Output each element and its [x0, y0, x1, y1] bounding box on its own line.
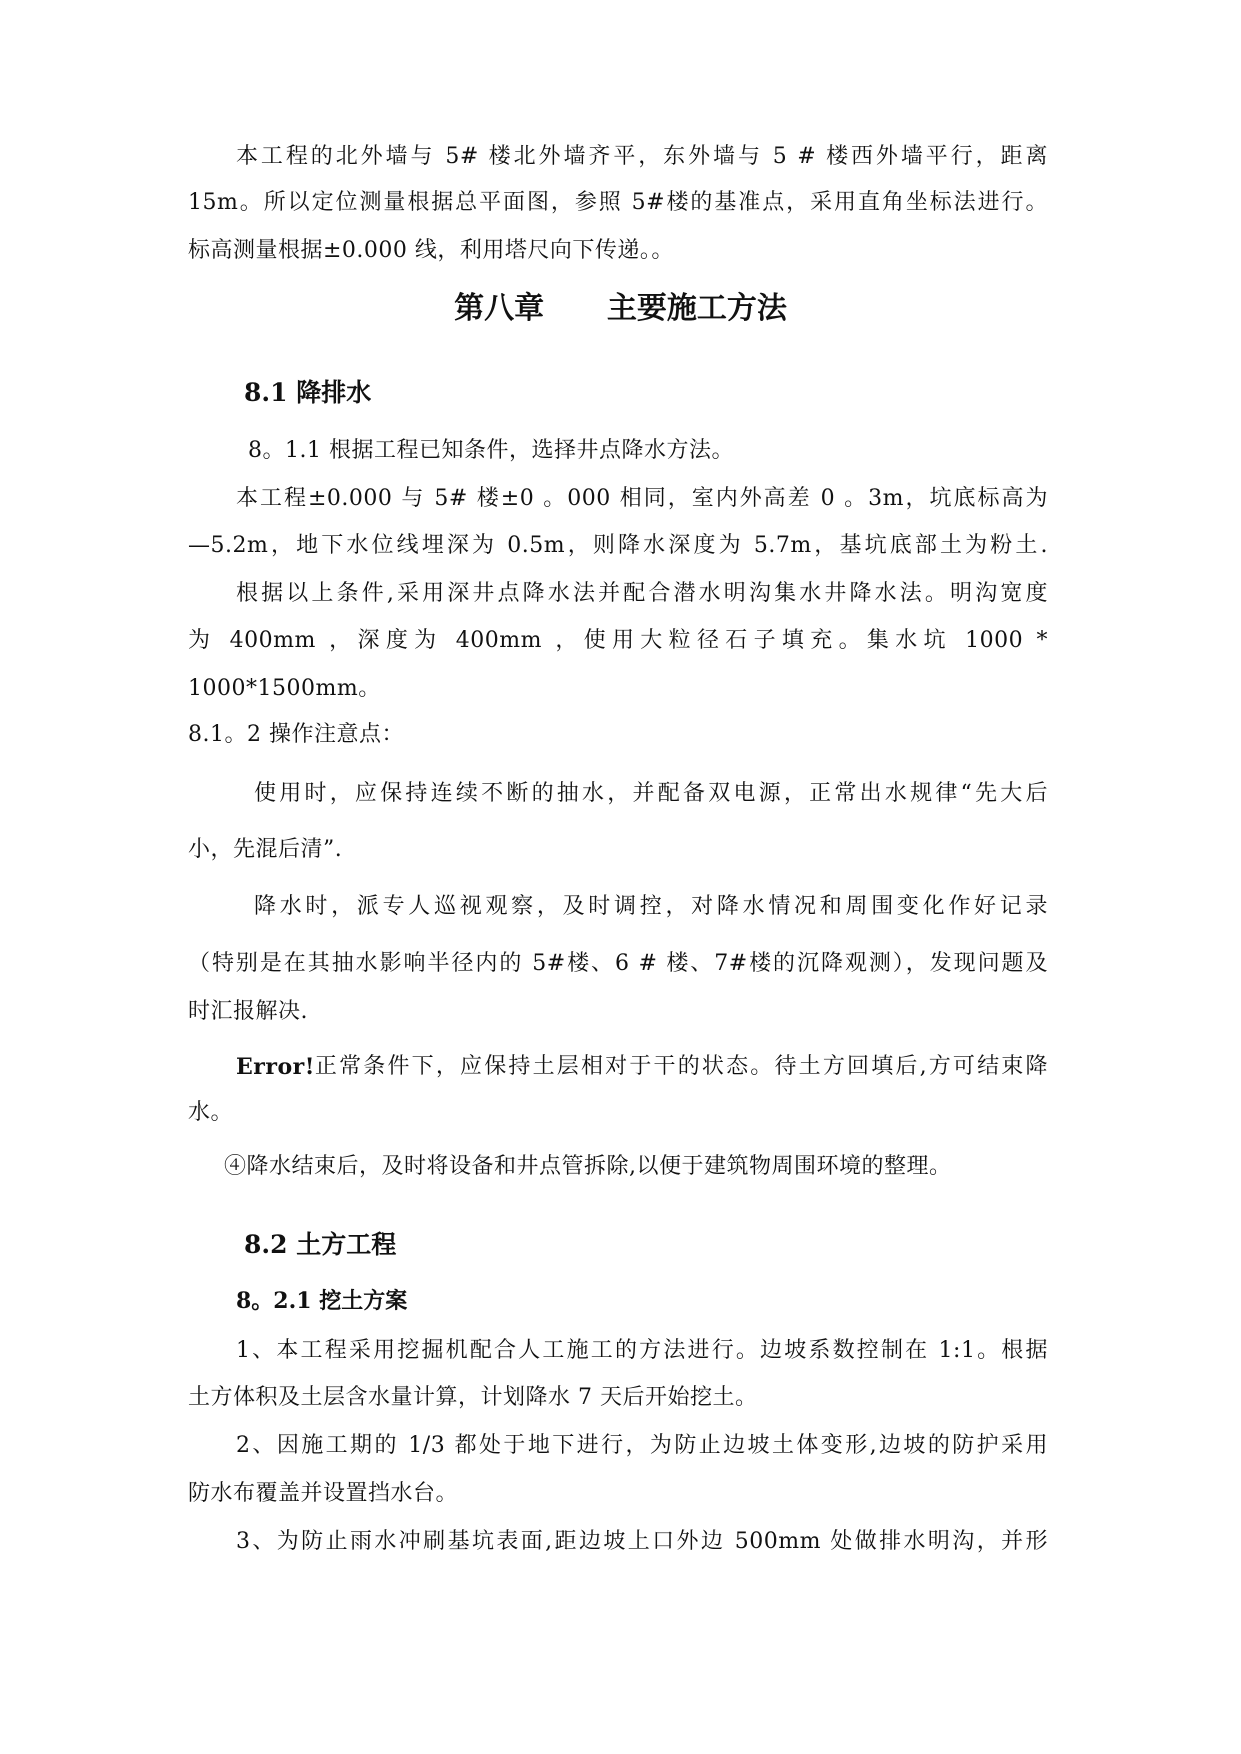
- note-3-line-2: 水。: [188, 1100, 234, 1125]
- note-2-line-2: （特别是在其抽水影响半径内的 5#楼、6 # 楼、7#楼的沉降观测），发现问题及: [188, 951, 1048, 976]
- para-1-line-1: 本工程±0.000 与 5# 楼±0 。000 相同，室内外高差 0 。3m，坑底标高为: [236, 486, 1048, 511]
- item-2-line-1: 2、因施工期的 1/3 都处于地下进行，为防止边坡土体变形,边坡的防护采用: [236, 1433, 1048, 1458]
- item-1-line-2: 土方体积及土层含水量计算，计划降水 7 天后开始挖土。: [188, 1385, 758, 1410]
- intro-line-1: 本工程的北外墙与 5# 楼北外墙齐平，东外墙与 5 # 楼西外墙平行，距离: [236, 144, 1048, 169]
- intro-line-3: 标高测量根据±0.000 线，利用塔尺向下传递。。: [188, 238, 674, 263]
- para-2-line-2: 为 400mm ，深度为 400mm ，使用大粒径石子填充。集水坑 1000 *: [188, 628, 1048, 653]
- error-marker: Error!: [236, 1054, 315, 1080]
- note-2-line-1: 降水时，派专人巡视观察，及时调控，对降水情况和周围变化作好记录: [254, 894, 1048, 919]
- note-1-line-2: 小，先混后清”.: [188, 837, 343, 862]
- note-2-line-3: 时汇报解决.: [188, 999, 308, 1024]
- note-3-line-1: [236, 1052, 1048, 1082]
- para-1-line-2: —5.2m，地下水位线埋深为 0.5m，则降水深度为 5.7m，基坑底部土为粉土.: [188, 533, 1048, 558]
- subsection-8-1-2: 8.1。2 操作注意点：: [188, 722, 404, 747]
- section-8-1-heading: 8.1 降排水: [244, 378, 372, 407]
- chapter-title: 第八章 主要施工方法: [454, 291, 787, 326]
- item-2-line-2: 防水布覆盖并设置挡水台。: [188, 1481, 459, 1506]
- section-8-2-heading: 8.2 土方工程: [244, 1230, 397, 1259]
- para-2-line-3: 1000*1500mm。: [188, 676, 381, 701]
- subsection-8-2-1: 8。2.1 挖土方案: [236, 1288, 408, 1314]
- subsection-8-1-1: 8。1.1 根据工程已知条件，选择井点降水方法。: [248, 438, 734, 463]
- intro-line-2: 15m。所以定位测量根据总平面图，参照 5#楼的基准点，采用直角坐标法进行。: [188, 190, 1048, 215]
- note-4-line-1: ④降水结束后，及时将设备和井点管拆除,以便于建筑物周围环境的整理。: [224, 1154, 952, 1179]
- note-3-text: 正常条件下，应保持土层相对于干的状态。待土方回填后,方可结束降: [314, 1054, 1048, 1079]
- item-3-line-1: 3、为防止雨水冲刷基坑表面,距边坡上口外边 500mm 处做排水明沟，并形: [236, 1529, 1048, 1554]
- para-2-line-1: 根据以上条件,采用深井点降水法并配合潜水明沟集水井降水法。明沟宽度: [236, 581, 1048, 606]
- note-1-line-1: 使用时，应保持连续不断的抽水，并配备双电源，正常出水规律“先大后: [254, 781, 1048, 806]
- item-1-line-1: 1、本工程采用挖掘机配合人工施工的方法进行。边坡系数控制在 1:1。根据: [236, 1338, 1048, 1363]
